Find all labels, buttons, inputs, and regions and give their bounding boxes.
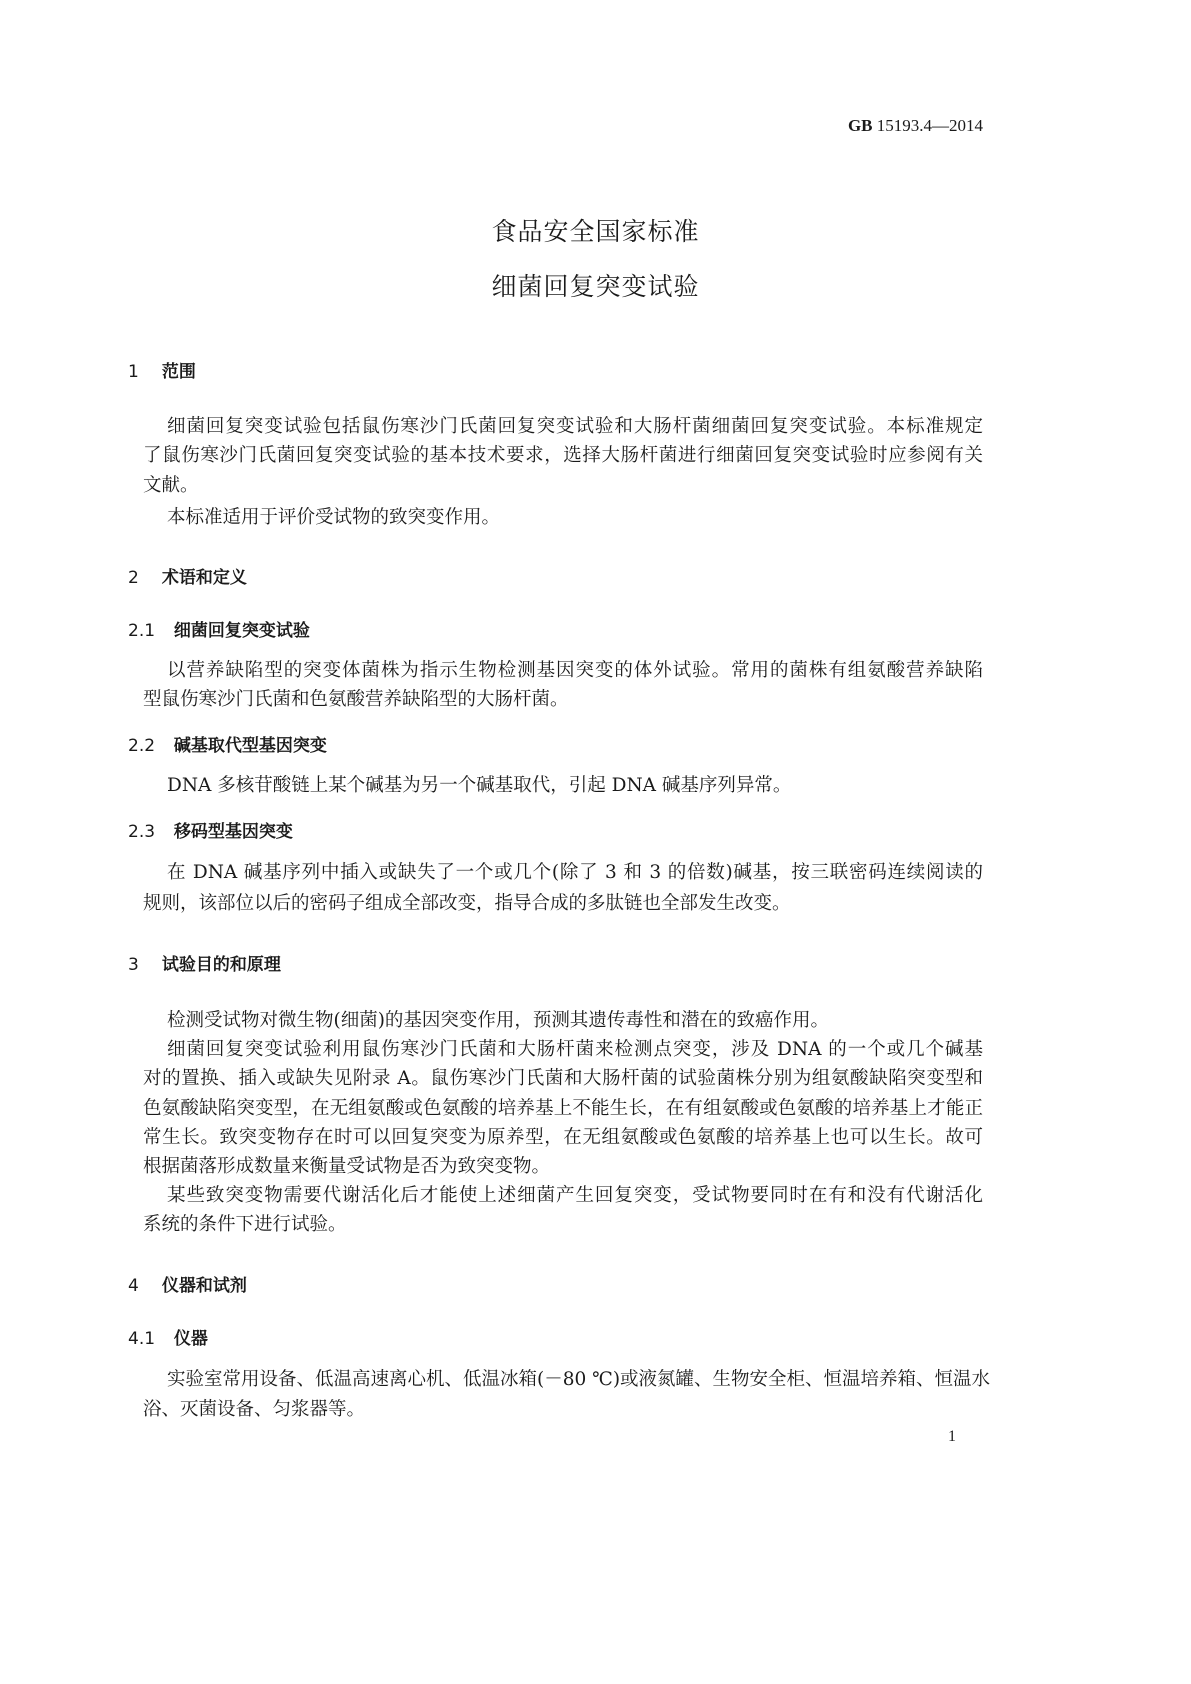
section-number: 4 [128, 1276, 139, 1296]
paragraph-line: 以营养缺陷型的突变体菌株为指示生物检测基因突变的体外试验。常用的菌株有组氨酸营养缺陷 [167, 660, 983, 681]
paragraph-line: 细菌回复突变试验包括鼠伤寒沙门氏菌回复突变试验和大肠杆菌细菌回复突变试验。本标准规定 [167, 416, 983, 437]
section-title: 术语和定义 [161, 568, 247, 588]
section-title: 试验目的和原理 [161, 955, 281, 975]
section-heading-s22 [128, 731, 327, 756]
document-title: 食品安全国家标准 [491, 217, 700, 246]
section-heading-s3 [128, 950, 281, 975]
paragraph-line: 检测受试物对微生物(细菌)的基因突变作用，预测其遗传毒性和潜在的致癌作用。 [167, 1010, 829, 1031]
section-number: 4.1 [128, 1329, 156, 1349]
section-title: 细菌回复突变试验 [173, 621, 310, 641]
section-number: 2.2 [128, 736, 156, 756]
paragraph-line: 了鼠伤寒沙门氏菌回复突变试验的基本技术要求，选择大肠杆菌进行细菌回复突变试验时应参阅有关 [143, 445, 983, 466]
section-number: 2.1 [128, 621, 156, 641]
section-title: 移码型基因突变 [173, 822, 293, 842]
paragraph-line: 在 DNA 碱基序列中插入或缺失了一个或几个(除了 3 和 3 的倍数)碱基，按三联密码连续阅读的 [167, 862, 983, 883]
section-title: 范围 [161, 362, 196, 382]
page-number: 1 [948, 1428, 956, 1445]
paragraph-line: 色氨酸缺陷突变型，在无组氨酸或色氨酸的培养基上不能生长，在有组氨酸或色氨酸的培养基上才能正 [143, 1098, 983, 1119]
paragraph-line: 某些致突变物需要代谢活化后才能使上述细菌产生回复突变，受试物要同时在有和没有代谢活化 [167, 1185, 983, 1206]
section-title: 仪器和试剂 [161, 1276, 247, 1296]
document-subtitle: 细菌回复突变试验 [491, 272, 700, 301]
section-title: 碱基取代型基因突变 [173, 736, 327, 756]
section-heading-s21 [128, 616, 310, 641]
section-heading-s4 [128, 1271, 247, 1296]
paragraph-line: DNA 多核苷酸链上某个碱基为另一个碱基取代，引起 DNA 碱基序列异常。 [167, 775, 792, 796]
section-heading-s1 [128, 357, 196, 382]
paragraph-line: 本标准适用于评价受试物的致突变作用。 [167, 507, 501, 528]
section-number: 2 [128, 568, 139, 588]
paragraph-line: 常生长。致突变物存在时可以回复突变为原养型，在无组氨酸或色氨酸的培养基上也可以生长。故可 [143, 1127, 983, 1148]
section-number: 1 [128, 362, 139, 382]
section-heading-s23 [128, 817, 293, 842]
paragraph-line: 根据菌落形成数量来衡量受试物是否为致突变物。 [143, 1156, 551, 1177]
section-title: 仪器 [173, 1329, 208, 1349]
paragraph-line: 型鼠伤寒沙门氏菌和色氨酸营养缺陷型的大肠杆菌。 [143, 689, 569, 710]
paragraph-line: 细菌回复突变试验利用鼠伤寒沙门氏菌和大肠杆菌来检测点突变，涉及 DNA 的一个或几个碱基 [167, 1039, 983, 1060]
paragraph-line: 实验室常用设备、低温高速离心机、低温冰箱(－80 ℃)或液氮罐、生物安全柜、恒温培养箱、恒温水 [167, 1369, 991, 1390]
paragraph-line: 浴、灭菌设备、匀浆器等。 [143, 1399, 366, 1420]
standard-number: GB 15193.4—2014 [847, 116, 983, 135]
section-number: 2.3 [128, 822, 156, 842]
paragraph-line: 规则，该部位以后的密码子组成全部改变，指导合成的多肽链也全部发生改变。 [143, 893, 791, 914]
section-heading-s2 [128, 563, 247, 588]
paragraph-line: 系统的条件下进行试验。 [143, 1214, 347, 1235]
section-heading-s41 [128, 1324, 208, 1349]
paragraph-line: 文献。 [143, 475, 199, 496]
paragraph-line: 对的置换、插入或缺失见附录 A。鼠伤寒沙门氏菌和大肠杆菌的试验菌株分别为组氨酸缺陷突变型和 [143, 1068, 983, 1089]
section-number: 3 [128, 955, 139, 975]
